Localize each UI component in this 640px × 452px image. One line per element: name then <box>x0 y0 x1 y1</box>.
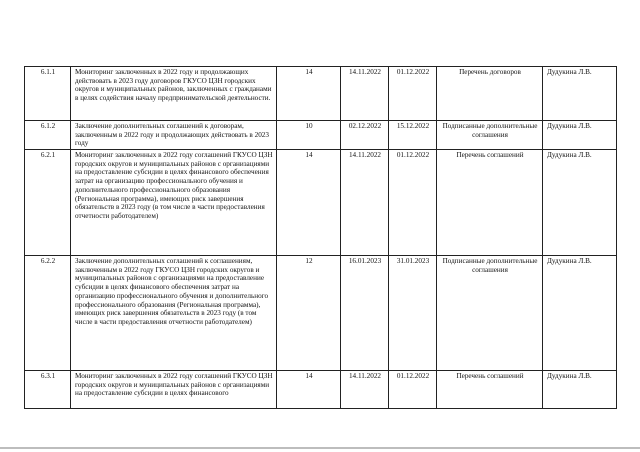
item-description: Заключение дополнительных соглашений к договорам, заключенным в 2022 году и продолжающих действовать в 2023 году <box>71 121 277 150</box>
item-start-date: 14.11.2022 <box>341 67 389 121</box>
item-result: Перечень соглашений <box>437 150 543 256</box>
item-description: Мониторинг заключенных в 2022 году соглашений ГКУСО ЦЗН городских округов и муниципальных районов с организациями на предоставление субсидии в целях финансового обеспечения затрат на организацию профессионального обучения и дополнительного профессионального образования (Региональная программа), имеющих риск завершения обязательств в 2023 году (в том числе в части предоставления отчетности работодателем) <box>71 150 277 256</box>
table-row <box>25 121 617 150</box>
item-responsible: Дудукина Л.В. <box>543 150 617 256</box>
item-result: Подписанные дополнительные соглашения <box>437 256 543 371</box>
item-description: Заключение дополнительных соглашений к соглашениям, заключенным в 2022 году ГКУСО ЦЗН городских округов и муниципальных районов с организациями на предоставление субсидии в целях финансового обеспечения затрат на организацию профессионального обучения и дополнительного профессионального образования (Региональная программа), имеющих риск завершения обязательств в 2023 году (в том числе в части предоставления отчетности работодателем) <box>71 256 277 371</box>
item-description: Мониторинг заключенных в 2022 году соглашений ГКУСО ЦЗН городских округов и муниципальных районов с организациями на предоставление субсидии в целях финансового <box>71 371 277 409</box>
item-end-date: 01.12.2022 <box>389 67 437 121</box>
item-result: Перечень договоров <box>437 67 543 121</box>
item-responsible: Дудукина Л.В. <box>543 121 617 150</box>
table-row <box>25 256 617 371</box>
item-count: 14 <box>277 67 341 121</box>
item-description: Мониторинг заключенных в 2022 году и продолжающих действовать в 2023 году договоров ГКУСО ЦЗН городских округов и муниципальных районов, заключенных с гражданами в целях содействия началу предпринимательской деятельности. <box>71 67 277 121</box>
plan-table <box>24 66 617 409</box>
table-row <box>25 371 617 409</box>
item-count: 10 <box>277 121 341 150</box>
item-count: 14 <box>277 371 341 409</box>
item-count: 14 <box>277 150 341 256</box>
item-responsible: Дудукина Л.В. <box>543 67 617 121</box>
scan-edge-line <box>0 447 640 449</box>
item-start-date: 02.12.2022 <box>341 121 389 150</box>
item-number: 6.2.1 <box>25 150 71 256</box>
item-number: 6.2.2 <box>25 256 71 371</box>
item-responsible: Дудукина Л.В. <box>543 371 617 409</box>
item-number: 6.1.2 <box>25 121 71 150</box>
item-start-date: 14.11.2022 <box>341 371 389 409</box>
item-start-date: 14.11.2022 <box>341 150 389 256</box>
item-start-date: 16.01.2023 <box>341 256 389 371</box>
item-end-date: 01.12.2022 <box>389 150 437 256</box>
item-result: Подписанные дополнительные соглашения <box>437 121 543 150</box>
item-number: 6.3.1 <box>25 371 71 409</box>
table-row <box>25 67 617 121</box>
item-end-date: 01.12.2022 <box>389 371 437 409</box>
table-row <box>25 150 617 256</box>
item-end-date: 15.12.2022 <box>389 121 437 150</box>
item-responsible: Дудукина Л.В. <box>543 256 617 371</box>
item-number: 6.1.1 <box>25 67 71 121</box>
item-count: 12 <box>277 256 341 371</box>
item-result: Перечень соглашений <box>437 371 543 409</box>
item-end-date: 31.01.2023 <box>389 256 437 371</box>
